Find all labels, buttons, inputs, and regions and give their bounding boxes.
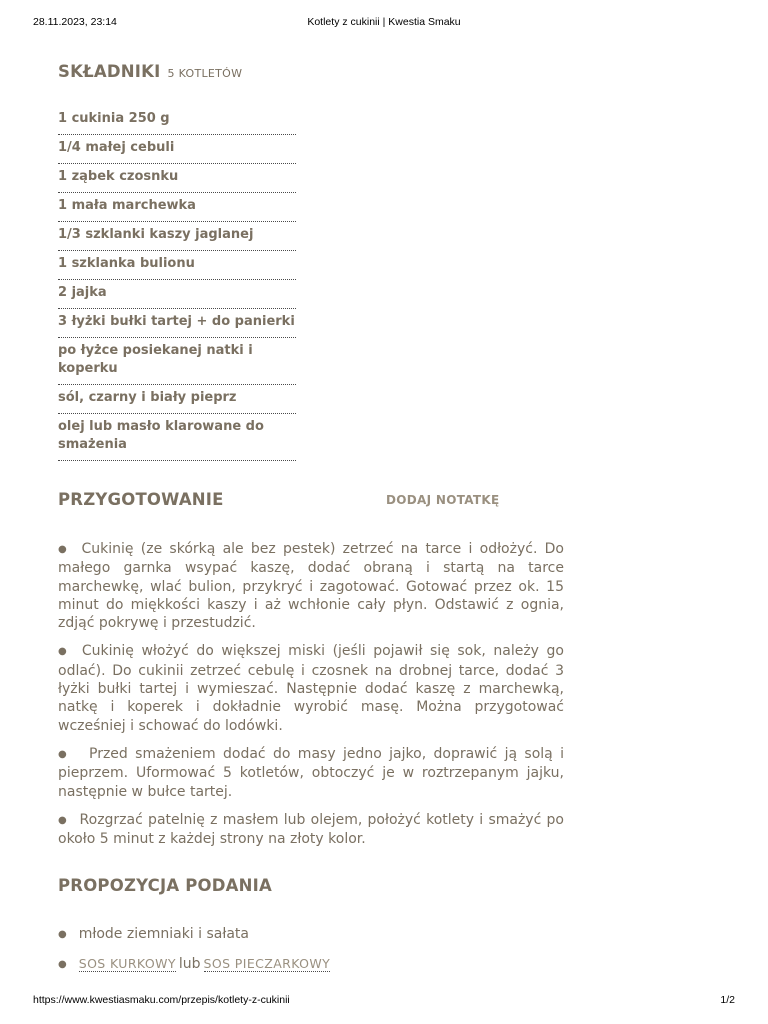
ingredient-item: olej lub masło klarowane do smażenia <box>58 414 296 461</box>
preparation-steps <box>58 540 564 858</box>
step-text: Przed smażeniem dodać do masy jedno jajko, doprawić ją solą i pieprzem. Uformować 5 kotletów, obtoczyć je w roztrzepanym jajku, następnie w bułce tartej. <box>58 745 564 800</box>
step-item <box>58 745 564 801</box>
serving-heading: PROPOZYCJA PODANIA <box>58 876 272 895</box>
sos-kurkowy-link[interactable]: SOS KURKOWY <box>78 956 176 971</box>
ingredient-item: sól, czarny i biały pieprz <box>58 385 296 414</box>
bullet-icon: ● <box>58 814 68 826</box>
ingredient-item: 3 łyżki bułki tartej + do panierki <box>58 309 296 338</box>
ingredient-item: 1 szklanka bulionu <box>58 251 296 280</box>
add-note-link[interactable]: DODAJ NOTATKĘ <box>386 493 500 507</box>
step-text: Cukinię (ze skórką ale bez pestek) zetrzeć na tarce i odłożyć. Do małego garnka wsypać kaszę, dodać obraną i startą na tarce marchewkę, wlać bulion, przykryć i zagotować. Gotować przez ok. 15 minut do miękkości kaszy i aż wchłonie cały płyn. Odstawić z ognia, zdjąć pokrywę i przestudzić. <box>58 541 564 632</box>
ingredient-item: 1/3 szklanki kaszy jaglanej <box>58 222 296 251</box>
ingredient-item: 1/4 małej cebuli <box>58 135 296 164</box>
print-datetime: 28.11.2023, 23:14 <box>33 16 117 28</box>
print-header <box>33 16 735 30</box>
ingredients-heading-row <box>58 62 242 81</box>
serving-item <box>58 954 564 975</box>
print-footer <box>33 994 735 1008</box>
ingredient-item: 1 mała marchewka <box>58 193 296 222</box>
step-item <box>58 540 564 632</box>
preparation-heading: PRZYGOTOWANIE <box>58 490 224 509</box>
step-item <box>58 642 564 734</box>
bullet-icon: ● <box>58 748 70 760</box>
ingredients-list <box>58 106 296 461</box>
print-page-title: Kotlety z cukinii | Kwestia Smaku <box>307 16 461 28</box>
bullet-icon: ● <box>58 544 70 555</box>
bullet-icon: ● <box>58 646 70 658</box>
print-url: https://www.kwestiasmaku.com/przepis/kotlety-z-cukinii <box>33 994 290 1006</box>
ingredients-heading: SKŁADNIKI <box>58 62 161 81</box>
step-text: Cukinię włożyć do większej miski (jeśli pojawił się sok, należy go odlać). Do cukinii zetrzeć cebulę i czosnek na drobnej tarce, dodać 3 łyżki bułki tartej i wymieszać. Następnie dodać kaszę z marchewką, natkę i koperek i dokładnie wyrobić masę. Można przygotować wcześniej i schować do lodówki. <box>58 643 564 734</box>
bullet-icon: ● <box>58 929 67 940</box>
ingredient-item: 2 jajka <box>58 280 296 309</box>
step-item <box>58 811 564 849</box>
serving-list <box>58 924 564 984</box>
bullet-icon: ● <box>58 959 67 970</box>
ingredient-item: 1 ząbek czosnku <box>58 164 296 193</box>
ingredient-item: po łyżce posiekanej natki i koperku <box>58 338 296 385</box>
page-number: 1/2 <box>720 994 735 1006</box>
or-text: lub <box>178 956 201 972</box>
serving-item <box>58 924 564 945</box>
serving-text: młode ziemniaki i sałata <box>78 926 249 942</box>
sos-pieczarkowy-link[interactable]: SOS PIECZARKOWY <box>203 956 331 971</box>
servings-label: 5 KOTLETÓW <box>167 67 243 80</box>
step-text: Rozgrzać patelnię z masłem lub olejem, położyć kotlety i smażyć po około 5 minut z każdej strony na złoty kolor. <box>58 811 564 848</box>
ingredient-item: 1 cukinia 250 g <box>58 106 296 135</box>
